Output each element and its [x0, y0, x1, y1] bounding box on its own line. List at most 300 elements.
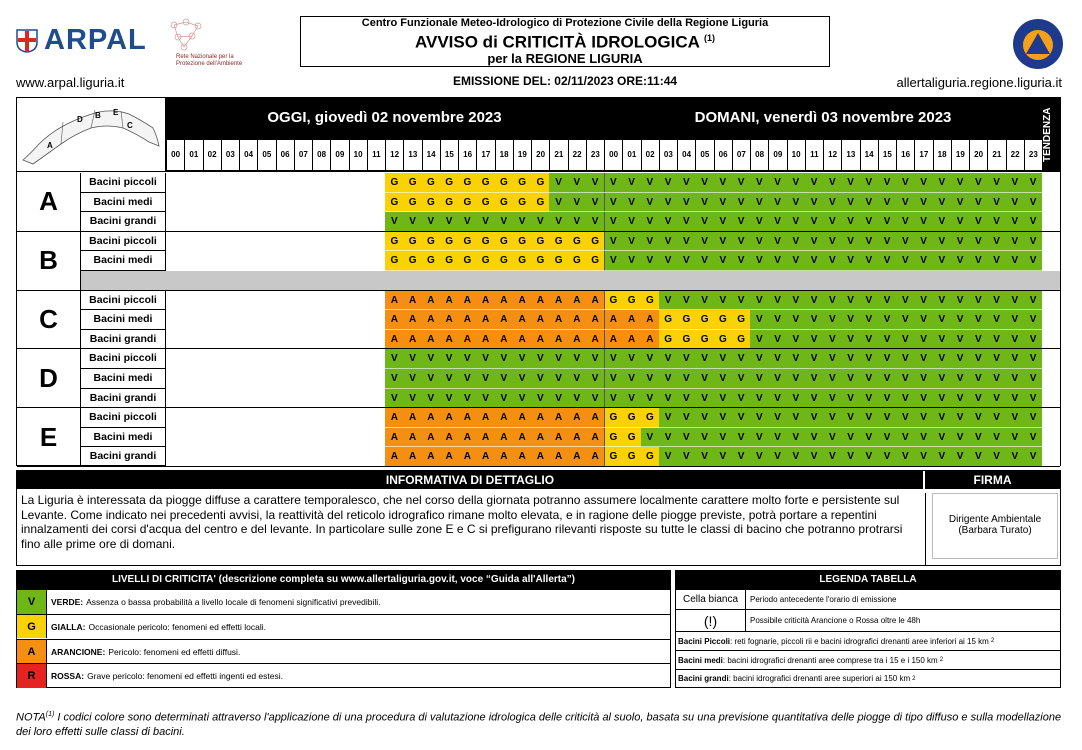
level-text — [51, 590, 380, 614]
criticality-cell — [203, 389, 222, 409]
criticality-cell: A — [513, 428, 532, 448]
criticality-cell: V — [768, 173, 787, 193]
criticality-cell: V — [951, 408, 970, 428]
criticality-cell — [330, 212, 349, 232]
criticality-cell: G — [604, 291, 623, 311]
map-label-e: E — [113, 108, 119, 117]
criticality-cell: V — [878, 389, 897, 409]
criticality-cell — [257, 349, 276, 369]
criticality-cell: V — [951, 310, 970, 330]
criticality-cell — [312, 251, 331, 271]
criticality-cell — [184, 232, 203, 252]
criticality-cell: V — [495, 389, 514, 409]
criticality-cell: V — [914, 291, 933, 311]
criticality-cell: V — [969, 330, 988, 350]
criticality-cell — [312, 447, 331, 467]
criticality-cell — [166, 389, 185, 409]
main-title — [300, 29, 830, 52]
criticality-cell: G — [622, 408, 641, 428]
criticality-cell: V — [714, 369, 733, 389]
criticality-cell: V — [841, 330, 860, 350]
criticality-cell: V — [695, 428, 714, 448]
criticality-cell — [330, 251, 349, 271]
criticality-cell: V — [787, 291, 806, 311]
hour-label: 11 — [368, 140, 385, 170]
criticality-cell: G — [622, 428, 641, 448]
criticality-cell — [257, 310, 276, 330]
criticality-cell: V — [896, 389, 915, 409]
criticality-cell: V — [805, 173, 824, 193]
criticality-cell — [330, 369, 349, 389]
criticality-cell: G — [403, 232, 422, 252]
criticality-cell: V — [805, 428, 824, 448]
level-name: ROSSA: — [51, 671, 85, 682]
criticality-cell — [367, 212, 386, 232]
criticality-cell: V — [805, 330, 824, 350]
criticality-cell: V — [933, 447, 952, 467]
criticality-cell — [203, 193, 222, 213]
criticality-cell: G — [732, 330, 751, 350]
criticality-cell — [184, 349, 203, 369]
criticality-cell: V — [586, 212, 605, 232]
criticality-cell: V — [1024, 212, 1043, 232]
criticality-cell: V — [385, 212, 404, 232]
criticality-cell — [239, 349, 258, 369]
firma-box — [925, 493, 1060, 565]
criticality-cell: V — [695, 232, 714, 252]
criticality-cell: V — [714, 349, 733, 369]
criticality-cell — [257, 369, 276, 389]
criticality-cell — [257, 232, 276, 252]
criticality-cell — [221, 310, 240, 330]
criticality-cell — [367, 389, 386, 409]
ministry-logo — [166, 17, 246, 68]
criticality-cell: V — [476, 389, 495, 409]
criticality-cell: A — [604, 330, 623, 350]
hour-label: 11 — [806, 140, 823, 170]
hour-label: 23 — [587, 140, 604, 170]
criticality-cell — [294, 349, 313, 369]
criticality-cell: A — [531, 330, 550, 350]
criticality-cell: V — [659, 193, 678, 213]
criticality-cell: A — [458, 330, 477, 350]
allerta-link[interactable]: allertaliguria.regione.liguria.it — [896, 75, 1062, 90]
criticality-cell: G — [385, 232, 404, 252]
criticality-cell — [257, 408, 276, 428]
criticality-cell: V — [969, 428, 988, 448]
criticality-cell: V — [896, 173, 915, 193]
criticality-cell: V — [914, 369, 933, 389]
criticality-cell: V — [604, 212, 623, 232]
triangle-icon — [1020, 28, 1056, 60]
criticality-cell: V — [586, 173, 605, 193]
level-desc: Grave pericolo: fenomeni ed effetti ingenti ed estesi. — [87, 671, 283, 682]
criticality-cell: G — [531, 251, 550, 271]
criticality-cell — [276, 369, 295, 389]
criticality-cell: A — [568, 330, 587, 350]
criticality-cell: V — [896, 408, 915, 428]
trend-cell — [1042, 291, 1060, 311]
criticality-cell — [367, 232, 386, 252]
basin-label: Bacini medi — [81, 310, 166, 330]
level-name: VERDE: — [51, 597, 84, 607]
criticality-cell — [276, 389, 295, 409]
criticality-cell: V — [823, 330, 842, 350]
criticality-cell: A — [422, 330, 441, 350]
criticality-cell: V — [622, 369, 641, 389]
criticality-cell: V — [933, 212, 952, 232]
criticality-cell: V — [860, 408, 879, 428]
hour-label: 10 — [788, 140, 805, 170]
criticality-cell: V — [641, 251, 660, 271]
criticality-cell — [367, 428, 386, 448]
arpal-link[interactable]: www.arpal.liguria.it — [16, 75, 125, 90]
criticality-cell: V — [440, 369, 459, 389]
criticality-cell: A — [476, 330, 495, 350]
criticality-cell: A — [385, 310, 404, 330]
criticality-cell — [203, 369, 222, 389]
criticality-cell: V — [750, 232, 769, 252]
criticality-cell: V — [1006, 291, 1025, 311]
criticality-cell: A — [440, 291, 459, 311]
criticality-cell — [330, 447, 349, 467]
criticality-cell: V — [695, 173, 714, 193]
criticality-cell: V — [403, 349, 422, 369]
criticality-cell: V — [622, 173, 641, 193]
criticality-cell: A — [385, 428, 404, 448]
level-row — [17, 639, 670, 664]
trend-cell — [1042, 212, 1060, 232]
criticality-cell: G — [622, 291, 641, 311]
criticality-cell — [276, 232, 295, 252]
level-desc: Assenza o bassa probabilità a livello locale di fenomeni significativi prevedibili. — [86, 597, 381, 607]
hour-label: 12 — [386, 140, 403, 170]
criticality-cell — [184, 173, 203, 193]
criticality-cell — [239, 291, 258, 311]
criticality-cell: V — [677, 251, 696, 271]
criticality-cell: V — [750, 428, 769, 448]
criticality-cell: V — [659, 232, 678, 252]
criticality-cell — [367, 349, 386, 369]
criticality-cell: V — [805, 310, 824, 330]
criticality-cell — [221, 251, 240, 271]
criticality-cell — [221, 389, 240, 409]
criticality-cell: V — [677, 212, 696, 232]
criticality-cell: V — [951, 369, 970, 389]
criticality-cell: V — [969, 173, 988, 193]
criticality-cell: V — [878, 330, 897, 350]
criticality-cell: V — [805, 349, 824, 369]
hour-label: 07 — [733, 140, 750, 170]
criticality-cell — [367, 310, 386, 330]
legend-piccoli-val: : reti fognarie, piccoli rii e bacini idrografici drenanti aree inferiori ai 15 km — [730, 636, 989, 646]
criticality-cell: V — [732, 408, 751, 428]
criticality-cell: V — [1006, 369, 1025, 389]
criticality-cell: V — [987, 251, 1006, 271]
criticality-cell: V — [896, 349, 915, 369]
criticality-cell: V — [385, 389, 404, 409]
criticality-cell: A — [495, 428, 514, 448]
criticality-cell: V — [750, 369, 769, 389]
criticality-cell: V — [732, 349, 751, 369]
protezione-civile-logo — [1013, 19, 1063, 69]
criticality-cell: A — [495, 330, 514, 350]
criticality-cell: V — [403, 212, 422, 232]
criticality-cell: V — [768, 232, 787, 252]
level-code: A — [17, 640, 47, 664]
criticality-cell: V — [878, 251, 897, 271]
criticality-cell — [294, 447, 313, 467]
criticality-cell: V — [440, 349, 459, 369]
criticality-cell — [349, 212, 368, 232]
day1-header: OGGI, giovedì 02 novembre 2023 — [267, 109, 502, 126]
criticality-cell — [330, 428, 349, 448]
criticality-cell: V — [823, 369, 842, 389]
criticality-cell: V — [841, 428, 860, 448]
criticality-cell: V — [823, 389, 842, 409]
criticality-cell: V — [969, 408, 988, 428]
criticality-cell: A — [476, 310, 495, 330]
criticality-cell: V — [878, 349, 897, 369]
criticality-cell — [239, 232, 258, 252]
criticality-cell — [221, 232, 240, 252]
criticality-cell: V — [860, 369, 879, 389]
criticality-cell — [312, 389, 331, 409]
hour-label: 14 — [423, 140, 440, 170]
criticality-cell: V — [860, 291, 879, 311]
criticality-cell: V — [933, 251, 952, 271]
criticality-cell: V — [969, 193, 988, 213]
firma-role: Dirigente Ambientale — [948, 514, 1042, 525]
criticality-cell — [367, 408, 386, 428]
empty-row — [81, 271, 1060, 291]
criticality-cell: V — [513, 369, 532, 389]
signature — [932, 493, 1058, 559]
criticality-cell: V — [641, 193, 660, 213]
criticality-cell — [294, 408, 313, 428]
hour-label: 18 — [934, 140, 951, 170]
hour-label: 20 — [532, 140, 549, 170]
criticality-cell: V — [933, 349, 952, 369]
criticality-cell — [221, 349, 240, 369]
criticality-cell: V — [860, 310, 879, 330]
criticality-cell — [221, 408, 240, 428]
criticality-cell: A — [440, 310, 459, 330]
criticality-cell — [221, 447, 240, 467]
criticality-cell — [203, 349, 222, 369]
criticality-cell — [184, 330, 203, 350]
legend-piccoli — [678, 632, 994, 650]
criticality-cell: V — [860, 389, 879, 409]
criticality-cell — [257, 389, 276, 409]
criticality-cell: A — [586, 447, 605, 467]
criticality-cell: A — [513, 330, 532, 350]
criticality-cell: A — [604, 310, 623, 330]
criticality-cell: V — [622, 193, 641, 213]
criticality-cell — [367, 369, 386, 389]
main-title-text: AVVISO di CRITICITÀ IDROLOGICA — [414, 32, 700, 52]
criticality-cell: V — [896, 310, 915, 330]
criticality-cell — [367, 193, 386, 213]
criticality-cell: V — [714, 232, 733, 252]
criticality-cell: V — [714, 193, 733, 213]
criticality-cell: V — [659, 389, 678, 409]
hour-label: 07 — [295, 140, 312, 170]
criticality-cell — [294, 330, 313, 350]
criticality-cell: V — [1006, 408, 1025, 428]
criticality-cell: V — [513, 349, 532, 369]
info-title: INFORMATIVA DI DETTAGLIO — [17, 471, 923, 489]
criticality-cell: V — [1024, 428, 1043, 448]
hour-label: 01 — [185, 140, 202, 170]
hour-label: 03 — [660, 140, 677, 170]
firma-title: FIRMA — [925, 471, 1060, 489]
criticality-cell: V — [1006, 310, 1025, 330]
basin-label: Bacini grandi — [81, 330, 166, 350]
criticality-cell: A — [385, 291, 404, 311]
criticality-cell: V — [641, 369, 660, 389]
criticality-cell: V — [805, 447, 824, 467]
criticality-cell — [166, 447, 185, 467]
criticality-cell — [294, 232, 313, 252]
criticality-cell: G — [513, 193, 532, 213]
criticality-cell: V — [1024, 389, 1043, 409]
criticality-cell: A — [476, 428, 495, 448]
hour-label: 06 — [277, 140, 294, 170]
criticality-cell: V — [458, 349, 477, 369]
criticality-cell: V — [732, 428, 751, 448]
criticality-cell — [276, 330, 295, 350]
criticality-cell: V — [641, 173, 660, 193]
criticality-cell: V — [641, 389, 660, 409]
criticality-cell — [221, 428, 240, 448]
criticality-cell: V — [659, 428, 678, 448]
criticality-cell: V — [422, 212, 441, 232]
day-separator — [604, 330, 605, 350]
day-separator — [604, 310, 605, 330]
criticality-cell: V — [677, 349, 696, 369]
criticality-cell: V — [659, 447, 678, 467]
day-separator — [604, 291, 605, 311]
level-row — [17, 614, 670, 639]
criticality-cell — [276, 212, 295, 232]
criticality-cell — [349, 310, 368, 330]
hour-label: 06 — [715, 140, 732, 170]
criticality-cell: G — [495, 193, 514, 213]
criticality-cell: V — [860, 251, 879, 271]
criticality-cell: G — [586, 232, 605, 252]
criticality-cell: V — [677, 291, 696, 311]
criticality-cell — [294, 389, 313, 409]
criticality-cell: V — [750, 173, 769, 193]
criticality-cell: V — [768, 212, 787, 232]
criticality-cell — [257, 251, 276, 271]
criticality-cell: V — [1024, 408, 1043, 428]
criticality-cell: V — [768, 389, 787, 409]
criticality-cell: V — [841, 447, 860, 467]
levels-title: LIVELLI DI CRITICITA' (descrizione completa su www.allertaliguria.gov.it, voce “Guida all'Allerta”) — [17, 571, 670, 589]
criticality-cell: V — [714, 291, 733, 311]
criticality-cell: A — [458, 291, 477, 311]
criticality-cell: V — [714, 173, 733, 193]
criticality-cell: V — [641, 232, 660, 252]
criticality-cell: V — [896, 251, 915, 271]
map-label-a: A — [47, 141, 53, 150]
criticality-cell: V — [1024, 369, 1043, 389]
criticality-cell: V — [768, 251, 787, 271]
criticality-cell: V — [677, 447, 696, 467]
criticality-cell: V — [714, 212, 733, 232]
criticality-cell: G — [385, 251, 404, 271]
criticality-cell: V — [1024, 330, 1043, 350]
criticality-cell: V — [695, 349, 714, 369]
criticality-cell: V — [604, 173, 623, 193]
criticality-cell: G — [440, 173, 459, 193]
criticality-cell: V — [476, 212, 495, 232]
criticality-cell — [184, 291, 203, 311]
criticality-cell: V — [714, 389, 733, 409]
criticality-cell: V — [695, 193, 714, 213]
criticality-cell: G — [495, 232, 514, 252]
criticality-cell — [184, 428, 203, 448]
criticality-cell: V — [513, 212, 532, 232]
nota-label: NOTA — [16, 711, 46, 724]
criticality-cell: G — [586, 251, 605, 271]
criticality-cell: V — [586, 389, 605, 409]
criticality-cell: V — [987, 428, 1006, 448]
criticality-cell: G — [513, 173, 532, 193]
hour-label: 13 — [842, 140, 859, 170]
criticality-cell: G — [403, 193, 422, 213]
criticality-cell: V — [677, 428, 696, 448]
criticality-cell: V — [841, 193, 860, 213]
criticality-cell: G — [531, 193, 550, 213]
criticality-cell — [276, 408, 295, 428]
hour-label: 22 — [1007, 140, 1024, 170]
criticality-cell: V — [841, 291, 860, 311]
criticality-cell — [349, 173, 368, 193]
day-separator — [604, 212, 605, 232]
day-separator — [604, 349, 605, 369]
criticality-cell: A — [422, 408, 441, 428]
criticality-cell: V — [933, 428, 952, 448]
criticality-cell: V — [1024, 310, 1043, 330]
criticality-cell: V — [951, 232, 970, 252]
criticality-cell: A — [531, 408, 550, 428]
legend-medi — [678, 651, 943, 669]
level-name: GIALLA: — [51, 621, 86, 632]
levels-section — [16, 570, 671, 688]
hour-label: 09 — [331, 140, 348, 170]
criticality-cell: A — [586, 428, 605, 448]
criticality-cell: G — [659, 310, 678, 330]
criticality-cell: V — [385, 369, 404, 389]
liguria-map-icon — [17, 98, 165, 171]
basin-label: Bacini piccoli — [81, 232, 166, 252]
criticality-cell: V — [750, 330, 769, 350]
level-row — [17, 663, 670, 688]
criticality-cell — [312, 369, 331, 389]
basin-label: Bacini grandi — [81, 447, 166, 467]
criticality-cell — [239, 330, 258, 350]
criticality-cell: G — [458, 173, 477, 193]
criticality-cell: V — [768, 193, 787, 213]
criticality-cell: G — [549, 232, 568, 252]
criticality-cell — [166, 173, 185, 193]
criticality-cell: G — [677, 330, 696, 350]
criticality-cell: V — [549, 389, 568, 409]
criticality-cell: V — [422, 389, 441, 409]
